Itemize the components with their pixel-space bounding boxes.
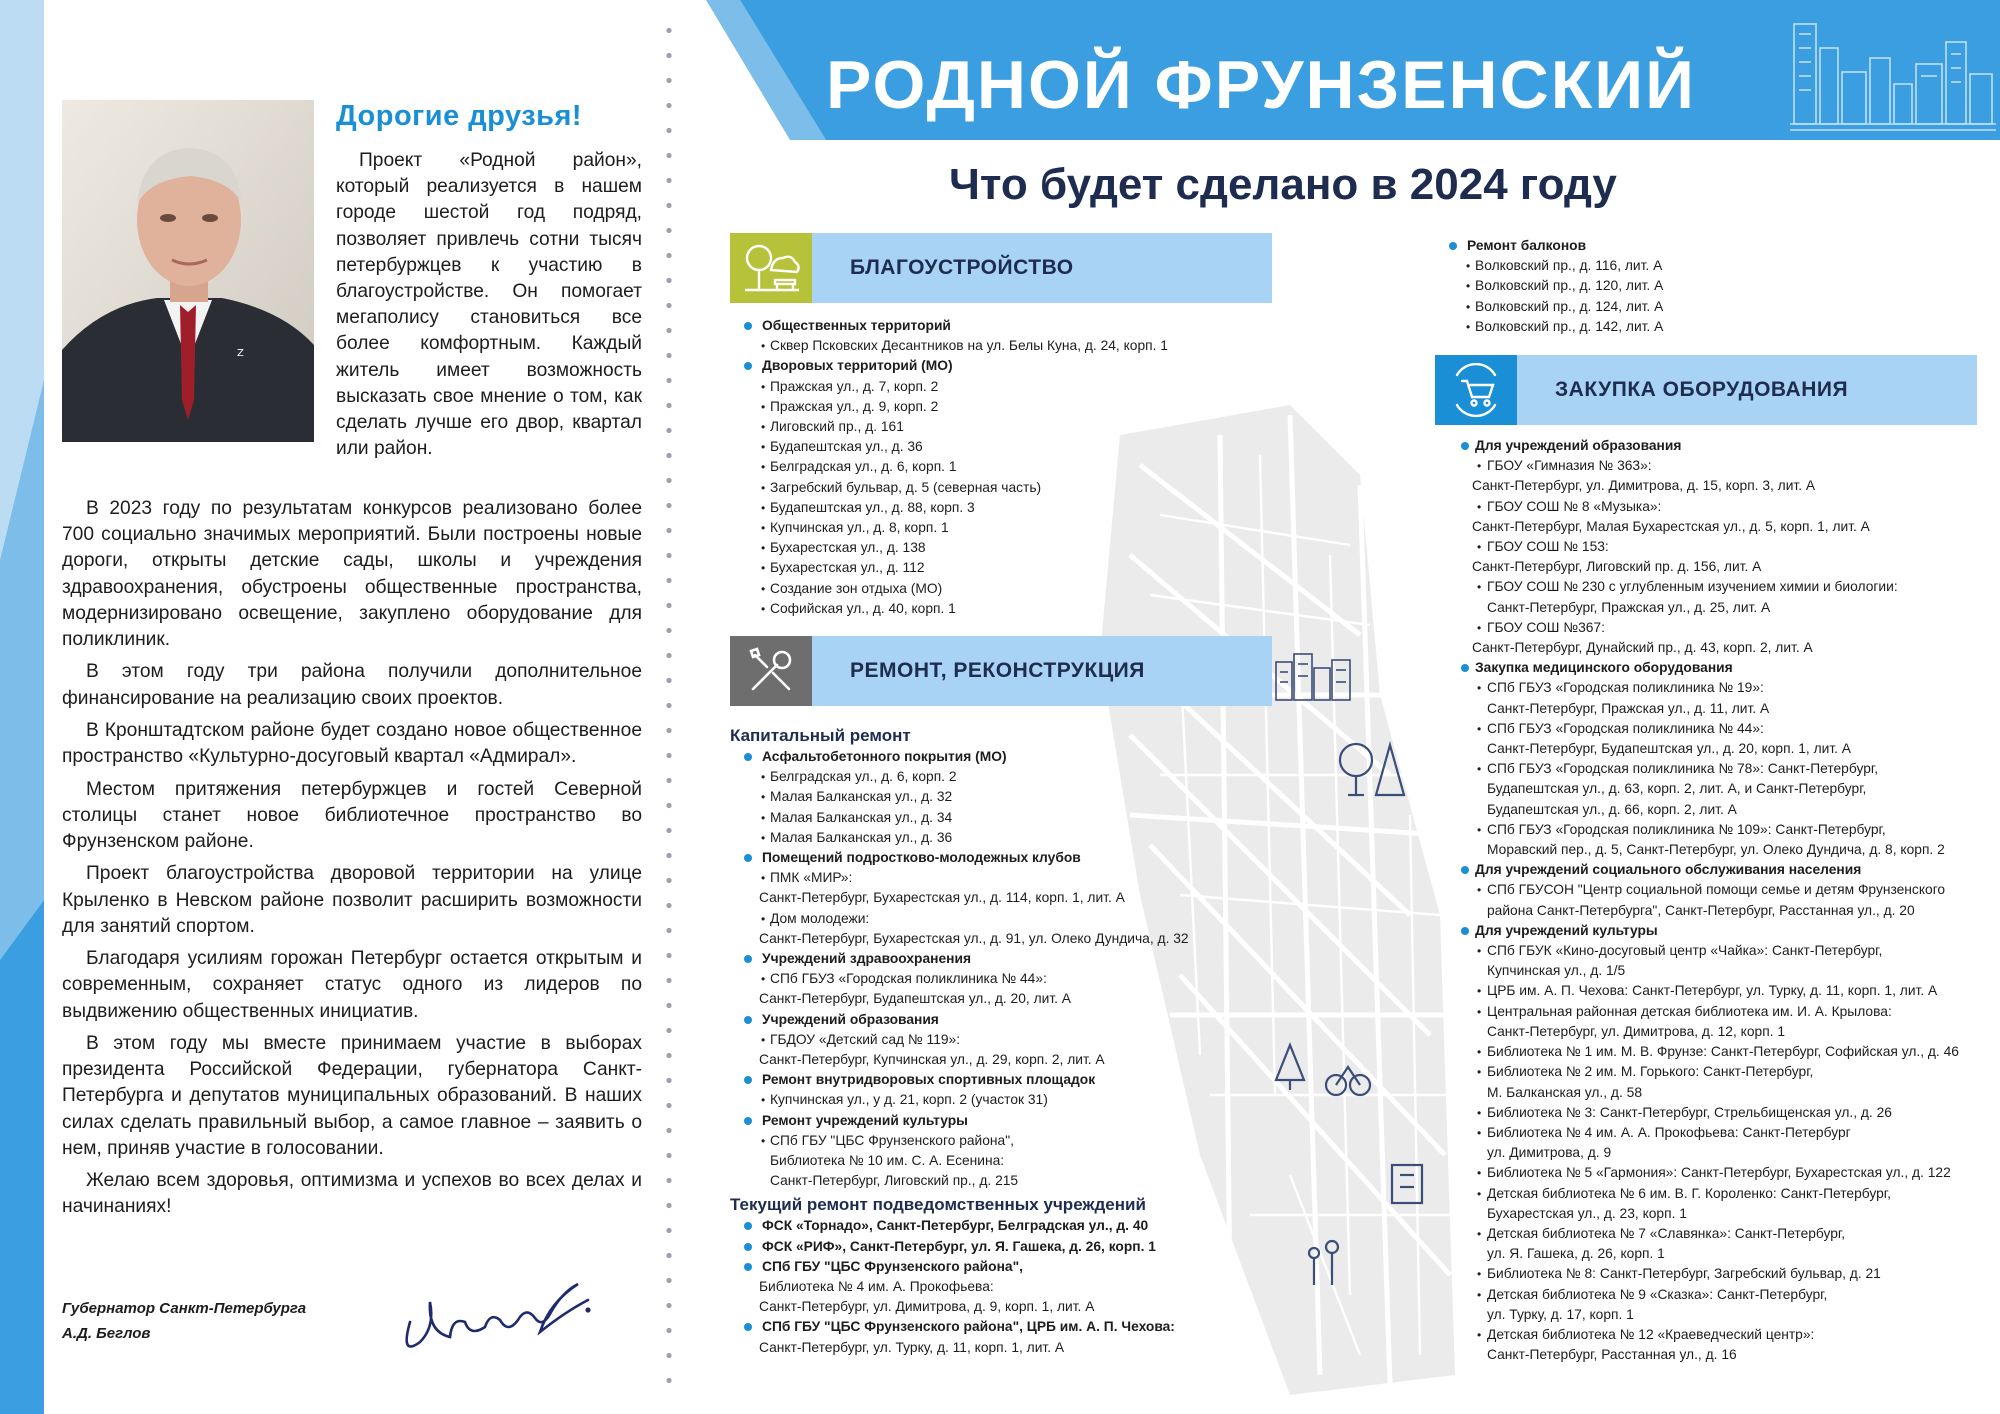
- page-title: РОДНОЙ ФРУНЗЕНСКИЙ: [826, 47, 1696, 123]
- letter-intro: Проект «Родной район», который реализуется в нашем городе шестой год подряд, позволяет привлечь сотни тысяч петербуржцев к участию в благоустройстве. Он помогает мегаполису становиться все более комфортным. Каждый житель имеет возможность высказать свое мнение о том, как сделать лучше его двор, квартал или район.: [336, 150, 642, 460]
- list-item: Санкт-Петербург, Пражская ул., д. 25, лит. А: [1487, 599, 1771, 615]
- list-item: Санкт-Петербург, ул. Димитрова, д. 15, корп. 3, лит. А: [1472, 478, 1816, 494]
- list-balkony: [1435, 236, 1663, 337]
- list-item: • СПб ГБУЗ «Городская поликлиника № 44»:: [730, 969, 1189, 989]
- park-tree-bench-icon: [730, 233, 812, 303]
- list-subheading: Капитальный ремонт: [730, 726, 911, 745]
- letter-paragraph: Проект благоустройства дворовой территории на улице Крыленко в Невском районе позволит расширить возможности для занятий спортом.: [62, 863, 642, 937]
- list-category: СПб ГБУ "ЦБС Фрунзенского района", ЦРБ им. А. П. Чехова:: [730, 1317, 1189, 1337]
- list-item: • СПб ГБУЗ «Городская поликлиника № 109»: Санкт-Петербург,: [1435, 820, 1959, 840]
- list-item: • Детская библиотека № 12 «Краеведческий центр»:: [1435, 1325, 1959, 1345]
- list-subheading: Текущий ремонт подведомственных учреждений: [730, 1195, 1146, 1215]
- list-item: ул. Я. Гашека, д. 26, корп. 1: [1487, 1246, 1665, 1262]
- list-item: Моравский пер., д. 5, Санкт-Петербург, ул. Олеко Дундича, д. 8, корп. 2: [1487, 842, 1945, 858]
- section-title: БЛАГОУСТРОЙСТВО: [850, 256, 1074, 279]
- page-subtitle: Что будет сделано в 2024 году: [949, 160, 1617, 209]
- list-category: СПб ГБУ "ЦБС Фрунзенского района",: [730, 1257, 1189, 1277]
- section-header-blagoustroystvo: [730, 233, 1272, 303]
- letter-paragraph: В этом году три района получили дополнительное финансирование на реализацию своих проектов.: [62, 661, 642, 709]
- list-zakupka: [1435, 436, 1959, 1365]
- list-category: Асфальтобетонного покрытия (МО): [730, 747, 1189, 767]
- letter-paragraph: Благодаря усилиям горожан Петербург остается открытым и современным, сохраняет статус одного из лидеров по выдвижению общественных инициатив.: [62, 948, 642, 1022]
- city-skyline-icon: [1790, 14, 1996, 134]
- list-item: • Волковский пр., д. 142, лит. А: [1435, 317, 1663, 337]
- list-item: • Детская библиотека № 7 «Славянка»: Санкт-Петербург,: [1435, 1224, 1959, 1244]
- list-category: Ремонт балконов: [1435, 236, 1663, 256]
- svg-text:Z: Z: [237, 348, 244, 359]
- list-item: Бухарестская ул., д. 23, корп. 1: [1487, 1205, 1687, 1221]
- letter-paragraph: В Кронштадтском районе будет создано новое общественное пространство «Культурно-досуговый квартал «Адмирал».: [62, 720, 642, 768]
- list-item: Санкт-Петербург, Лиговский пр. д. 156, лит. А: [1472, 559, 1762, 575]
- list-item: Библиотека № 4 им. А. Прокофьева:: [759, 1279, 994, 1295]
- list-item: • ГБОУ СОШ № 8 «Музыка»:: [1435, 497, 1959, 517]
- letter-paragraph: Желаю всем здоровья, оптимизма и успехов во всех делах и начинаниях!: [62, 1170, 642, 1218]
- list-item: Санкт-Петербург, ул. Димитрова, д. 9, корп. 1, лит. А: [759, 1299, 1095, 1315]
- list-item: • СПб ГБУСОН "Центр социальной помощи семье и детям Фрунзенского: [1435, 880, 1959, 900]
- list-category: Закупка медицинского оборудования: [1435, 658, 1959, 678]
- list-item: Санкт-Петербург, Будапештская ул., д. 20, лит. А: [759, 991, 1071, 1007]
- list-item: • ГБОУ СОШ №367:: [1435, 618, 1959, 638]
- list-item: • Будапештская ул., д. 88, корп. 3: [730, 498, 1168, 518]
- letter-title: Дорогие друзья!: [336, 100, 583, 132]
- list-item: • Малая Балканская ул., д. 32: [730, 787, 1189, 807]
- handwritten-signature: [390, 1262, 605, 1372]
- list-item: • Купчинская ул., у д. 21, корп. 2 (участок 31): [730, 1090, 1189, 1110]
- list-category: Для учреждений образования: [1435, 436, 1959, 456]
- signature-name: А.Д. Беглов: [62, 1325, 151, 1342]
- list-item: • Малая Балканская ул., д. 36: [730, 828, 1189, 848]
- list-item: • Лиговский пр., д. 161: [730, 417, 1168, 437]
- list-category: Помещений подростково-молодежных клубов: [730, 848, 1189, 868]
- list-item: Санкт-Петербург, Бухарестская ул., д. 91, ул. Олеко Дундича, д. 32: [759, 930, 1189, 946]
- list-category: Для учреждений социального обслуживания населения: [1435, 860, 1959, 880]
- list-item: Санкт-Петербург, Малая Бухарестская ул., д. 5, корп. 1, лит. А: [1472, 518, 1870, 534]
- list-item: • Библиотека № 3: Санкт-Петербург, Стрельбищенская ул., д. 26: [1435, 1103, 1959, 1123]
- list-item: • Загребский бульвар, д. 5 (северная часть): [730, 478, 1168, 498]
- list-item: Санкт-Петербург, Купчинская ул., д. 29, корп. 2, лит. А: [759, 1052, 1105, 1068]
- shopping-cart-icon: [1435, 355, 1517, 425]
- list-item: • ГБОУ СОШ № 153:: [1435, 537, 1959, 557]
- list-item: • Белградская ул., д. 6, корп. 2: [730, 767, 1189, 787]
- list-item: • СПб ГБУЗ «Городская поликлиника № 44»:: [1435, 719, 1959, 739]
- list-item: Санкт-Петербург, Будапештская ул., д. 20, корп. 1, лит. А: [1487, 741, 1851, 757]
- list-item: • Библиотека № 2 им. М. Горького: Санкт-Петербург,: [1435, 1062, 1959, 1082]
- section-header-zakupka: [1435, 355, 1977, 425]
- list-item: • СПб ГБУ "ЦБС Фрунзенского района",: [730, 1131, 1189, 1151]
- list-item: • Волковский пр., д. 116, лит. А: [1435, 256, 1663, 276]
- list-item: • Детская библиотека № 6 им. В. Г. Короленко: Санкт-Петербург,: [1435, 1184, 1959, 1204]
- list-item: • СПб ГБУЗ «Городская поликлиника № 19»:: [1435, 678, 1959, 698]
- letter-paragraph: В 2023 году по результатам конкурсов реализовано более 700 социально значимых мероприятий. Были построены новые дороги, открыты детские сады, школы и учреждения здравоохранения, обустроены общественные пространства, модернизировано освещение, закуплено оборудование для поликлиник.: [62, 498, 642, 651]
- list-item: М. Балканская ул., д. 58: [1487, 1084, 1642, 1100]
- list-item: • Волковский пр., д. 124, лит. А: [1435, 297, 1663, 317]
- list-item: • Детская библиотека № 9 «Сказка»: Санкт-Петербург,: [1435, 1285, 1959, 1305]
- list-item: • Белградская ул., д. 6, корп. 1: [730, 457, 1168, 477]
- list-blagoustroystvo: [730, 316, 1168, 619]
- section-title: РЕМОНТ, РЕКОНСТРУКЦИЯ: [850, 659, 1145, 682]
- list-category: Общественных территорий: [730, 316, 1168, 336]
- list-item: • Бухарестская ул., д. 112: [730, 558, 1168, 578]
- list-item: • СПб ГБУЗ «Городская поликлиника № 78»: Санкт-Петербург,: [1435, 759, 1959, 779]
- letter-paragraph: В этом году мы вместе принимаем участие в выборах президента Российской Федерации, губернатора Санкт-Петербурга и депутатов муниципальных образований. В наших силах сделать правильный выбор, а самое главное – заявить о нем, приняв участие в голосовании.: [62, 1032, 642, 1159]
- list-item: • Библиотека № 8: Санкт-Петербург, Загребский бульвар, д. 21: [1435, 1264, 1959, 1284]
- signature-role: Губернатор Санкт-Петербурга: [62, 1300, 307, 1317]
- list-remont: [730, 722, 1189, 1358]
- list-item: Будапештская ул., д. 63, корп. 2, лит. А, и Санкт-Петербург,: [1487, 781, 1867, 797]
- list-category: Для учреждений культуры: [1435, 921, 1959, 941]
- signature-block: [62, 1296, 306, 1346]
- list-item: ул. Димитрова, д. 9: [1487, 1145, 1612, 1161]
- list-item: • ГБДОУ «Детский сад № 119»:: [730, 1030, 1189, 1050]
- list-category: ФСК «РИФ», Санкт-Петербург, ул. Я. Гашека, д. 26, корп. 1: [730, 1237, 1189, 1257]
- list-item: • Бухарестская ул., д. 138: [730, 538, 1168, 558]
- list-item: • Создание зон отдыха (МО): [730, 579, 1168, 599]
- list-item: • Малая Балканская ул., д. 34: [730, 808, 1189, 828]
- list-item: Будапештская ул., д. 66, корп. 2, лит. А: [1487, 801, 1737, 817]
- list-item: • Купчинская ул., д. 8, корп. 1: [730, 518, 1168, 538]
- letter-paragraph: Местом притяжения петербуржцев и гостей Северной столицы станет новое библиотечное пространство во Фрунзенском районе.: [62, 778, 642, 852]
- list-item: • ГБОУ СОШ № 230 с углубленным изучением химии и биологии:: [1435, 577, 1959, 597]
- list-item: Купчинская ул., д. 1/5: [1487, 963, 1626, 979]
- wrench-screwdriver-icon: [730, 636, 812, 706]
- list-item: Санкт-Петербург, Пражская ул., д. 11, лит. А: [1487, 700, 1770, 716]
- list-category: ФСК «Торнадо», Санкт-Петербург, Белградская ул., д. 40: [730, 1216, 1189, 1236]
- list-item: Санкт-Петербург, Бухарестская ул., д. 114, корп. 1, лит. А: [759, 890, 1125, 906]
- list-item: • Библиотека № 5 «Гармония»: Санкт-Петербург, Бухарестская ул., д. 122: [1435, 1163, 1959, 1183]
- list-item: • ГБОУ «Гимназия № 363»:: [1435, 456, 1959, 476]
- list-item: • Центральная районная детская библиотека им. И. А. Крылова:: [1435, 1002, 1959, 1022]
- buildings-icon: [1272, 650, 1356, 702]
- list-item: Санкт-Петербург, Расстанная ул., д. 16: [1487, 1347, 1737, 1363]
- left-decor-stripe: [0, 0, 44, 1414]
- list-item: Библиотека № 10 им. С. А. Есенина:: [770, 1153, 1005, 1169]
- letter-body: [62, 496, 642, 1227]
- list-category: Дворовых территорий (МО): [730, 356, 1168, 376]
- section-title: ЗАКУПКА ОБОРУДОВАНИЯ: [1555, 378, 1849, 401]
- governor-portrait: [62, 100, 314, 442]
- list-item: • Волковский пр., д. 120, лит. А: [1435, 276, 1663, 296]
- list-item: ул. Турку, д. 17, корп. 1: [1487, 1306, 1634, 1322]
- list-category: Учреждений образования: [730, 1010, 1189, 1030]
- list-category: Ремонт внутридворовых спортивных площадок: [730, 1070, 1189, 1090]
- list-item: • Будапештская ул., д. 36: [730, 437, 1168, 457]
- list-item: района Санкт-Петербурга", Санкт-Петербург, Расстанная ул., д. 20: [1487, 902, 1915, 918]
- list-item: • Библиотека № 1 им. М. В. Фрунзе: Санкт-Петербург, Софийская ул., д. 46: [1435, 1042, 1959, 1062]
- list-item: • Сквер Псковских Десантников на ул. Белы Куна, д. 24, корп. 1: [730, 336, 1168, 356]
- section-header-remont: [730, 636, 1272, 706]
- list-category: Учреждений здравоохранения: [730, 949, 1189, 969]
- list-item: Санкт-Петербург, ул. Димитрова, д. 12, корп. 1: [1487, 1023, 1785, 1039]
- list-item: Санкт-Петербург, Дунайский пр., д. 43, корп. 2, лит. А: [1472, 640, 1813, 656]
- page-divider-dots: [665, 18, 673, 1398]
- list-item: • Пражская ул., д. 9, корп. 2: [730, 397, 1168, 417]
- list-item: • ЦРБ им. А. П. Чехова: Санкт-Петербург, ул. Турку, д. 11, корп. 1, лит. А: [1435, 981, 1959, 1001]
- list-category: Ремонт учреждений культуры: [730, 1111, 1189, 1131]
- list-item: • Софийская ул., д. 40, корп. 1: [730, 599, 1168, 619]
- list-item: Санкт-Петербург, Лиговский пр., д. 215: [770, 1173, 1019, 1189]
- list-item: • ПМК «МИР»:: [730, 868, 1189, 888]
- list-item: • СПб ГБУК «Кино-досуговый центр «Чайка»: Санкт-Петербург,: [1435, 941, 1959, 961]
- list-item: • Библиотека № 4 им. А. А. Прокофьева: Санкт-Петербург: [1435, 1123, 1959, 1143]
- list-item: Санкт-Петербург, ул. Турку, д. 11, корп. 1, лит. А: [759, 1339, 1065, 1355]
- list-item: • Пражская ул., д. 7, корп. 2: [730, 377, 1168, 397]
- list-item: • Дом молодежи:: [730, 909, 1189, 929]
